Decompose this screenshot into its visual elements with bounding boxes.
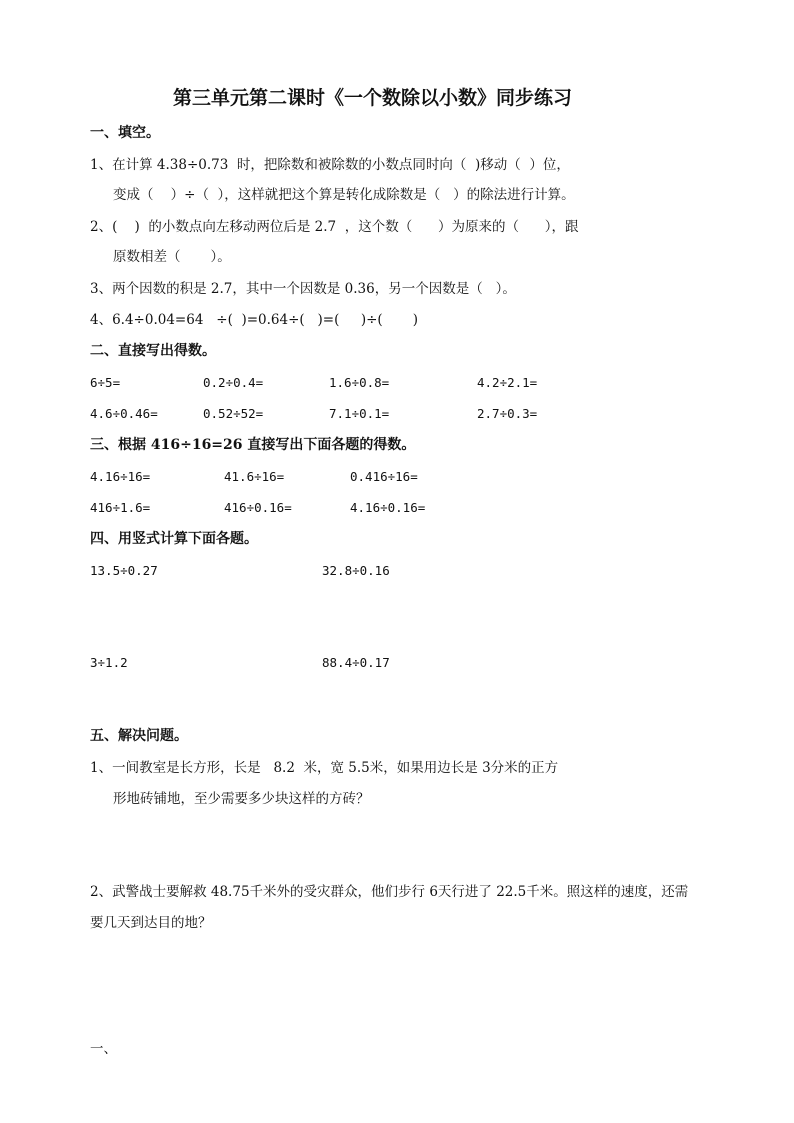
problem-1-line-2: 形地砖铺地，至少需要多少块这样的方砖？ bbox=[113, 791, 370, 807]
section-3-heading: 三、根据 416÷16=26 直接写出下面各题的得数。 bbox=[90, 437, 416, 453]
problem-2-line-1: 2、武警战士要解救 48.75千米外的受灾群众，他们步行 6天行进了 22.5千米。照这样的速度，还需 bbox=[90, 884, 689, 900]
vertical-calc-item: 32.8÷0.16 bbox=[322, 563, 390, 578]
page-title: 第三单元第二课时《一个数除以小数》同步练习 bbox=[173, 87, 573, 109]
question-2-line-2: 原数相差（ ）。 bbox=[113, 249, 231, 265]
calc-item: 0.2÷0.4= bbox=[203, 375, 264, 390]
section-5-heading: 五、解决问题。 bbox=[90, 728, 188, 744]
question-1-line-2: 变成（ ）÷（ ），这样就把这个算是转化成除数是（ ）的除法进行计算。 bbox=[113, 187, 575, 203]
vertical-calc-item: 88.4÷0.17 bbox=[322, 655, 390, 670]
vertical-calc-item: 3÷1.2 bbox=[90, 655, 128, 670]
calc-item: 4.2÷2.1= bbox=[477, 375, 538, 390]
calc-item: 4.16÷16= bbox=[90, 469, 151, 484]
problem-1-line-1: 1、一间教室是长方形，长是 8.2 米，宽 5.5米，如果用边长是 3分米的正方 bbox=[90, 760, 559, 776]
calc-item: 0.52÷52= bbox=[203, 406, 264, 421]
calc-item: 6÷5= bbox=[90, 375, 121, 390]
calc-item: 4.6÷0.46= bbox=[90, 406, 158, 421]
calc-item: 2.7÷0.3= bbox=[477, 406, 538, 421]
problem-2-line-2: 要几天到达目的地？ bbox=[90, 915, 212, 931]
calc-item: 4.16÷0.16= bbox=[350, 500, 426, 515]
calc-item: 416÷0.16= bbox=[224, 500, 292, 515]
answer-section-start: 一、 bbox=[90, 1041, 117, 1057]
calc-item: 0.416÷16= bbox=[350, 469, 418, 484]
question-4: 4、6.4÷0.04=64 ÷( )=0.64÷( )=( )÷( ) bbox=[90, 312, 418, 328]
calc-item: 7.1÷0.1= bbox=[329, 406, 390, 421]
section-4-heading: 四、用竖式计算下面各题。 bbox=[90, 531, 258, 547]
question-3: 3、两个因数的积是 2.7，其中一个因数是 0.36，另一个因数是（ ）。 bbox=[90, 281, 516, 297]
calc-item: 41.6÷16= bbox=[224, 469, 285, 484]
calc-item: 416÷1.6= bbox=[90, 500, 151, 515]
section-2-heading: 二、直接写出得数。 bbox=[90, 343, 216, 359]
section-1-heading: 一、填空。 bbox=[90, 125, 160, 141]
vertical-calc-item: 13.5÷0.27 bbox=[90, 563, 158, 578]
calc-item: 1.6÷0.8= bbox=[329, 375, 390, 390]
question-1-line-1: 1、在计算 4.38÷0.73 时，把除数和被除数的小数点同时向（ )移动（ ）位， bbox=[90, 157, 570, 173]
question-2-line-1: 2、( ) 的小数点向左移动两位后是 2.7 ，这个数（ ）为原来的（ ），跟 bbox=[90, 219, 579, 235]
